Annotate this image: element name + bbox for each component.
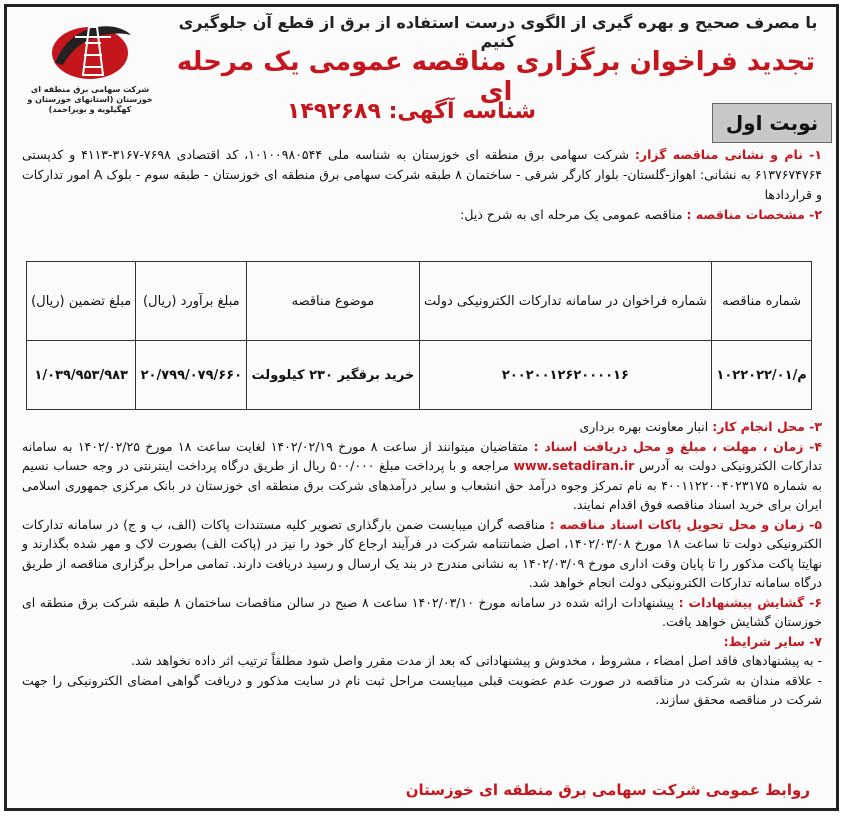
table-header: مبلغ برآورد (ریال) [136,262,247,341]
section-5-text: مناقصه گران میبایست ضمن بارگذاری تصویر کلیه مستندات پاکات (الف، ب و ج) در سامانه تدارکات الکترونیکی دولت تا ساعت ۱۸ مورخ ۱۴۰۲/۰۳/۰۸، اصل ضمانتنامه شرکت در فرآیند ارجاع کار خود را نیز در (پاکت الف) بصورت لاک و مهر شده بگذارند و نهایتا پاکت مذکور را تا پایان وقت اداری مورخ ۱۴۰۲/۰۳/۰۹ به نشانی مندرج در بند یک ارسال و رسید دریافت دارند. تمامی مراحل برگزاری مناقصه از طریق درگاه سامانه تدارکات الکترونیکی دولت انجام خواهد شد. [22,516,822,590]
table-header: شماره فراخوان در سامانه تدارکات الکترونیکی دولت [419,262,712,341]
sections-top [22,145,822,225]
notice-title: تجدید فراخوان برگزاری مناقصه عمومی یک مرحله ای [176,47,816,107]
section-2-text: مناقصه عمومی یک مرحله ای به شرح ذیل: [460,207,683,222]
slogan: با مصرف صحیح و بهره گیری از الگوی درست استفاده از برق از قطع آن جلوگیری کنیم [178,13,818,51]
table-cell: ۱/۰۳۹/۹۵۳/۹۸۳ [27,341,136,410]
power-tower-logo-icon [45,13,135,85]
section-3-title: ۳- محل انجام کار: [712,419,822,434]
round-badge: نوبت اول [712,103,832,143]
section-7-item: - به پیشنهادهای فاقد اصل امضاء ، مشروط ، مخدوش و پیشنهاداتی که بعد از مدت مقرر واصل شود مطلقاً ترتیب اثر داده نخواهد شد. [131,653,822,668]
tender-notice [4,4,839,811]
table-header: موضوع مناقصه [247,262,419,341]
section-3 [22,417,822,437]
section-1 [22,145,822,205]
table-header-row [27,262,812,341]
section-7-title: ۷- سایر شرایط: [723,633,822,649]
setad-website-link[interactable]: www.setadiran.ir [513,458,635,473]
section-5-title: ۵- زمان و محل تحویل پاکات اسناد مناقصه : [549,516,822,532]
section-1-title: ۱- نام و نشانی مناقصه گزار: [634,147,822,162]
section-7 [22,632,822,652]
public-relations-footer: روابط عمومی شرکت سهامی برق منطقه ای خوزستان [405,781,810,799]
table-header: مبلغ تضمین (ریال) [27,262,136,341]
table-cell: م/۱۰۲۲۰۲۲/۰۱ [712,341,812,410]
company-logo [15,13,165,123]
ad-id: شناسه آگهی: ۱۴۹۲۶۸۹ [286,99,536,124]
section-4-title: ۴- زمان ، مهلت ، مبلغ و محل دریافت اسناد : [533,438,822,454]
sections-bottom [22,417,822,710]
company-logo-text: شرکت سهامی برق منطقه ای خوزستان (استانهای خوزستان و کهگیلویه و بویراحمد) [27,85,153,114]
section-3-text: انبار معاونت بهره برداری [579,419,709,434]
section-6 [22,593,822,632]
table-cell: ۲۰/۷۹۹/۰۷۹/۶۶۰ [136,341,247,410]
table-cell: خرید برقگیر ۲۳۰ کیلوولت [247,341,419,410]
section-5 [22,515,822,593]
section-4 [22,437,822,515]
tender-table [26,261,812,410]
table-row [27,341,812,410]
table-cell: ۲۰۰۲۰۰۱۲۶۲۰۰۰۰۱۶ [419,341,712,410]
section-6-title: ۶- گشایش پیشنهادات : [678,594,822,610]
table-header: شماره مناقصه [712,262,812,341]
section-2 [22,205,822,225]
section-4-text-a: متقاضیان میتوانند از ساعت ۸ مورخ ۱۴۰۲/۰۲/۱۹ لغایت ساعت ۱۸ مورخ ۱۴۰۲/۰۲/۲۵ به سامانه تدارکات الکترونیکی دولت به آدرس [22,438,822,473]
section-1-text: شرکت سهامی برق منطقه ای خوزستان به شناسه ملی ۱۰۱۰۰۹۸۰۵۴۴، کد اقتصادی ۷۶۹۸-۳۱۶۷-۴۱۱۳ و کدپستی ۶۱۳۷۶۷۴۷۶۴ به نشانی: اهواز-گلستان- بلوار کارگر شرقی - ساختمان ۸ طبقه شرکت سهامی برق منطقه ای خوزستان - طبقه سوم - بلوک A امور تدارکات و قراردادها [22,147,822,202]
section-7-item: - علاقه مندان به شرکت در مناقصه در صورت عدم عضویت قبلی میبایست مراحل ثبت نام در سایت مذکور و دریافت گواهی امضای الکترونیکی را جهت شرکت در مناقصه محقق سازند. [22,672,822,707]
section-6-text: پیشنهادات ارائه شده در سامانه مورخ ۱۴۰۲/۰۳/۱۰ ساعت ۸ صبح در سالن مناقصات ساختمان ۸ طبقه شرکت برق منطقه ای خوزستان گشایش خواهد یافت. [22,594,822,629]
section-2-title: ۲- مشخصات مناقصه : [686,207,822,222]
section-4-text-b: مراجعه و با پرداخت مبلغ ۵۰۰/۰۰۰ ریال از طریق درگاه پرداخت اینترنتی در وجه حساب نسیم به شماره ۴۰۰۱۱۲۲۰۰۴۰۲۳۱۷۵ به نام تمرکز وجوه درآمد حق انشعاب و سایر درآمدهای شرکت برق منطقه ای خوزستان در بانک مرکزی جمهوری اسلامی ایران برای خرید اسناد مناقصه فوق اقدام نمایند. [22,458,822,512]
